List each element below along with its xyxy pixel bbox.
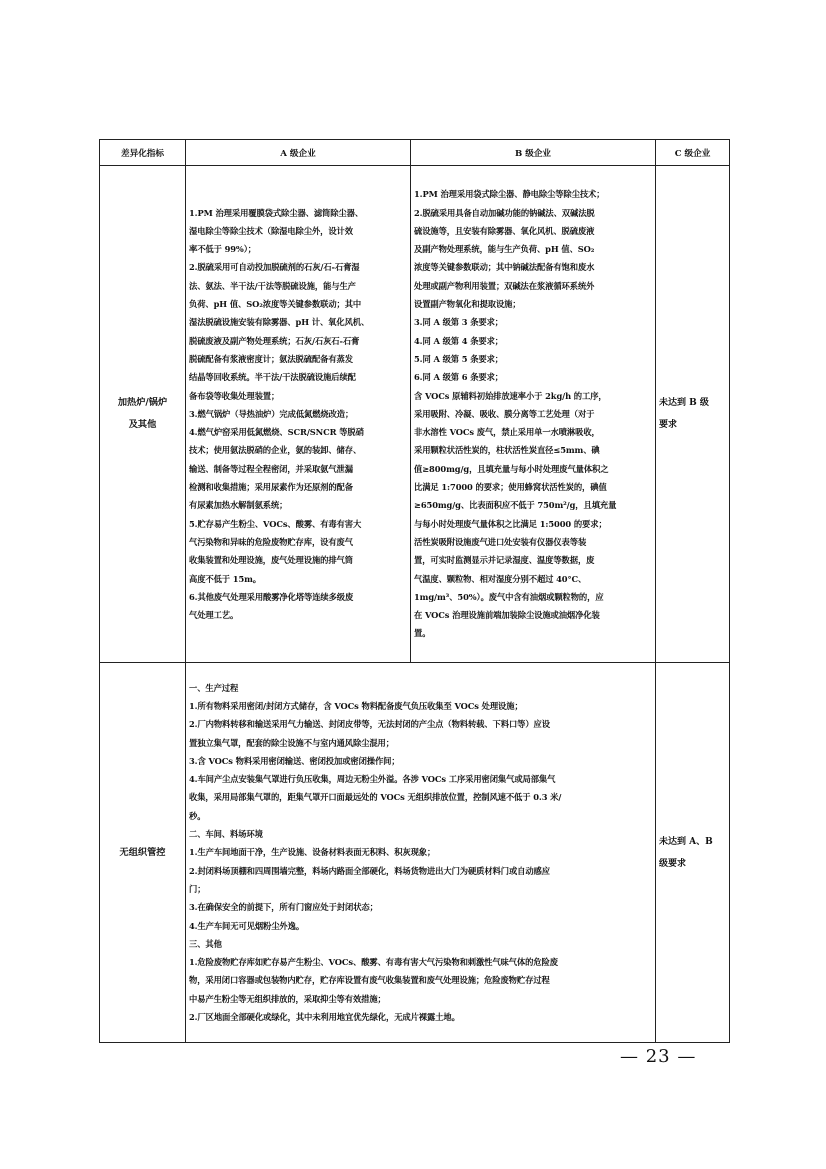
text-line: 2.脱硫采用可自动投加脱硫剂的石灰/石-石膏湿 [189,262,360,273]
text-line: ≥650mg/g、比表面积应不低于 750m²/g，且填充量 [414,500,617,511]
text-line: 非水溶性 VOCs 废气，禁止采用单一水喷淋吸收， [414,427,600,438]
text-line: 2.封闭料场顶棚和四周围墙完整，料场内路面全部硬化，料场货物进出大门为硬质材料门或自动感应 [189,865,550,876]
text-line: 技术；使用氨法脱硝的企业，氨的装卸、储存、 [189,445,362,456]
text-line: 置独立集气罩，配套的除尘设施不与室内通风除尘混用； [189,737,394,748]
indicator-line: 及其他 [128,419,157,430]
text-line: 1.生产车间地面干净，生产设施、设备材料表面无积料、积灰现象； [189,847,436,858]
text-line: 物，采用闭口容器或包装物内贮存，贮存库设置有废气收集装置和废气处理设施；危险废物贮存过程 [189,975,550,986]
text-line: 活性炭吸附设施废气进口处安装有仪器仪表等装 [414,536,587,547]
text-line: 1.危险废物贮存库如贮存易产生粉尘、VOCs、酸雾、有毒有害大气污染物和刺激性气味气体的危险废 [189,957,558,968]
text-line: 4.生产车间无可见烟粉尘外逸。 [189,920,305,931]
text-line: 气温度、颗粒物、相对湿度分别不超过 40°C、 [414,573,587,584]
indicator-furnace [100,166,186,663]
page-number: — 23 — [620,1046,697,1067]
text-line: 与每小时处理废气量体积之比满足 1:5000 的要求； [414,518,607,529]
c-line: 未达到 B 级 [659,398,709,408]
text-line: 收集装置和处理设施，废气处理设施的排气筒 [189,555,353,566]
furnace-a-requirements [186,166,411,663]
text-line: 含 VOCs 原辅料初始排放速率小于 2kg/h 的工序， [414,390,607,401]
text-line: 三、其他 [189,938,222,949]
text-line: 湿法脱硫设施安装有除雾器、pH 计、氧化风机、 [189,317,370,328]
header-b-level: B 级企业 [411,140,656,166]
header-a-level: A 级企业 [186,140,411,166]
text-line: 有尿素加热水解制氨系统； [189,500,288,511]
text-line: 比满足 1:7000 的要求；使用蜂窝状活性炭的，碘值 [414,482,607,493]
indicator-line: 加热炉/锅炉 [117,397,168,408]
text-line: 及副产物处理系统，能与生产负荷、pH 值、SO₂ [414,244,595,255]
text-line: 6.其他废气处理采用酸雾净化塔等连续多级废 [189,591,354,602]
text-line: 2.厂区地面全部硬化或绿化，其中未利用地宜优先绿化，无成片裸露土地。 [189,1012,460,1023]
fugitive-c-requirements [656,663,730,1043]
text-line: 2.脱硫采用具备自动加碱功能的钠碱法、双碱法脱 [414,207,595,218]
row-furnace [100,166,730,663]
text-line: 气污染物和异味的危险废物贮存库，设有废气 [189,536,353,547]
text-line: 二、车间、料场环境 [189,829,263,840]
text-line: 置。 [414,628,431,639]
text-line: 率不低于 99%）； [189,244,256,255]
requirements-table [99,139,730,1043]
text-line: 门； [189,883,206,894]
text-line: 1.PM 治理采用覆膜袋式除尘器、滤筒除尘器、 [189,207,364,218]
text-line: 2.厂内物料转移和输送采用气力输送、封闭皮带等，无法封闭的产尘点（物料转载、下料口等）应设 [189,719,550,730]
text-line: 输送、制备等过程全程密闭，并采取氨气泄漏 [189,463,353,474]
text-line: 3.在确保安全的前提下，所有门窗应处于封闭状态； [189,902,378,913]
text-line: 硫设施等，且安装有除雾器、氧化风机、脱硫废液 [414,225,595,236]
text-line: 负荷、pH 值、SO₂浓度等关键参数联动；其中 [189,299,362,310]
fugitive-ab-requirements [186,663,656,1043]
furnace-c-requirements [656,166,730,663]
text-line: 值≥800mg/g，且填充量与每小时处理废气量体积之 [414,463,609,474]
row-fugitive [100,663,730,1043]
text-line: 处理或副产物利用装置；双碱法在浆液循环系统外 [414,280,595,291]
text-line: 4.同 A 级第 4 条要求； [414,335,504,346]
text-line: 4.车间产尘点安装集气罩进行负压收集，周边无粉尘外溢。各涉 VOCs 工序采用密闭集气或局部集气 [189,774,556,785]
text-line: 3.同 A 级第 3 条要求； [414,317,504,328]
text-line: 法、氨法、半干法/干法等脱硫设施，能与生产 [189,280,356,291]
text-line: 采用吸附、冷凝、吸收、膜分离等工艺处理（对于 [414,408,595,419]
text-line: 4.燃气炉窑采用低氮燃烧、SCR/SNCR 等脱硝 [189,427,364,438]
c-line: 未达到 A、B [659,836,713,847]
text-line: 结晶等回收系统。半干法/干法脱硫设施后续配 [189,372,356,383]
text-line: 脱硫配备有浆液密度计；氨法脱硫配备有蒸发 [189,353,353,364]
text-line: 6.同 A 级第 6 条要求； [414,372,504,383]
furnace-b-requirements [411,166,656,663]
text-line: 1mg/m³、50%）。废气中含有油烟或颗粒物的，应 [414,591,604,602]
text-line: 1.所有物料采用密闭/封闭方式储存，含 VOCs 物料配备废气负压收集至 VOCs 处理设施； [189,700,523,711]
text-line: 浓度等关键参数联动；其中钠碱法配备有饱和废水 [414,262,595,273]
text-line: 秒。 [189,810,206,821]
text-line: 3.含 VOCs 物料采用密闭输送、密闭投加或密闭操作间； [189,755,400,766]
text-line: 湿电除尘等除尘技术（除湿电除尘外，设计效 [189,225,353,236]
text-line: 3.燃气锅炉（导热油炉）完成低氮燃烧改造； [189,408,354,419]
text-line: 检测和收集措施；采用尿素作为还原剂的配备 [189,482,353,493]
indicator-fugitive: 无组织管控 [100,663,186,1043]
text-line: 一、生产过程 [189,682,239,693]
text-line: 在 VOCs 治理设施前端加装除尘设施或油烟净化装 [414,610,600,621]
text-line: 置，可实时监测显示并记录湿度、温度等数据，废 [414,555,595,566]
text-line: 脱硫废液及副产物处理系统；石灰/石灰石-石膏 [189,335,360,346]
text-line: 5.贮存易产生粉尘、VOCs、酸雾、有毒有害大 [189,518,362,529]
header-indicator: 差异化指标 [100,140,186,166]
text-line: 5.同 A 级第 5 条要求； [414,353,504,364]
text-line: 高度不低于 15m。 [189,573,261,584]
text-line: 设置副产物氧化和提取设施； [414,299,521,310]
text-line: 收集，采用局部集气罩的，距集气罩开口面最远处的 VOCs 无组织排放位置，控制风速不低于 0.3 米/ [189,792,562,803]
header-row [100,140,730,166]
c-line: 级要求 [659,858,687,869]
text-line: 中易产生粉尘等无组织排放的，采取抑尘等有效措施； [189,993,386,1004]
text-line: 采用颗粒状活性炭的，柱状活性炭直径≤5mm、碘 [414,445,600,456]
text-line: 气处理工艺。 [189,610,239,621]
text-line: 备布袋等收集处理装置； [189,390,280,401]
c-line: 要求 [659,420,678,430]
text-line: 1.PM 治理采用袋式除尘器、静电除尘等除尘技术； [414,189,605,200]
header-c-level: C 级企业 [656,140,730,166]
